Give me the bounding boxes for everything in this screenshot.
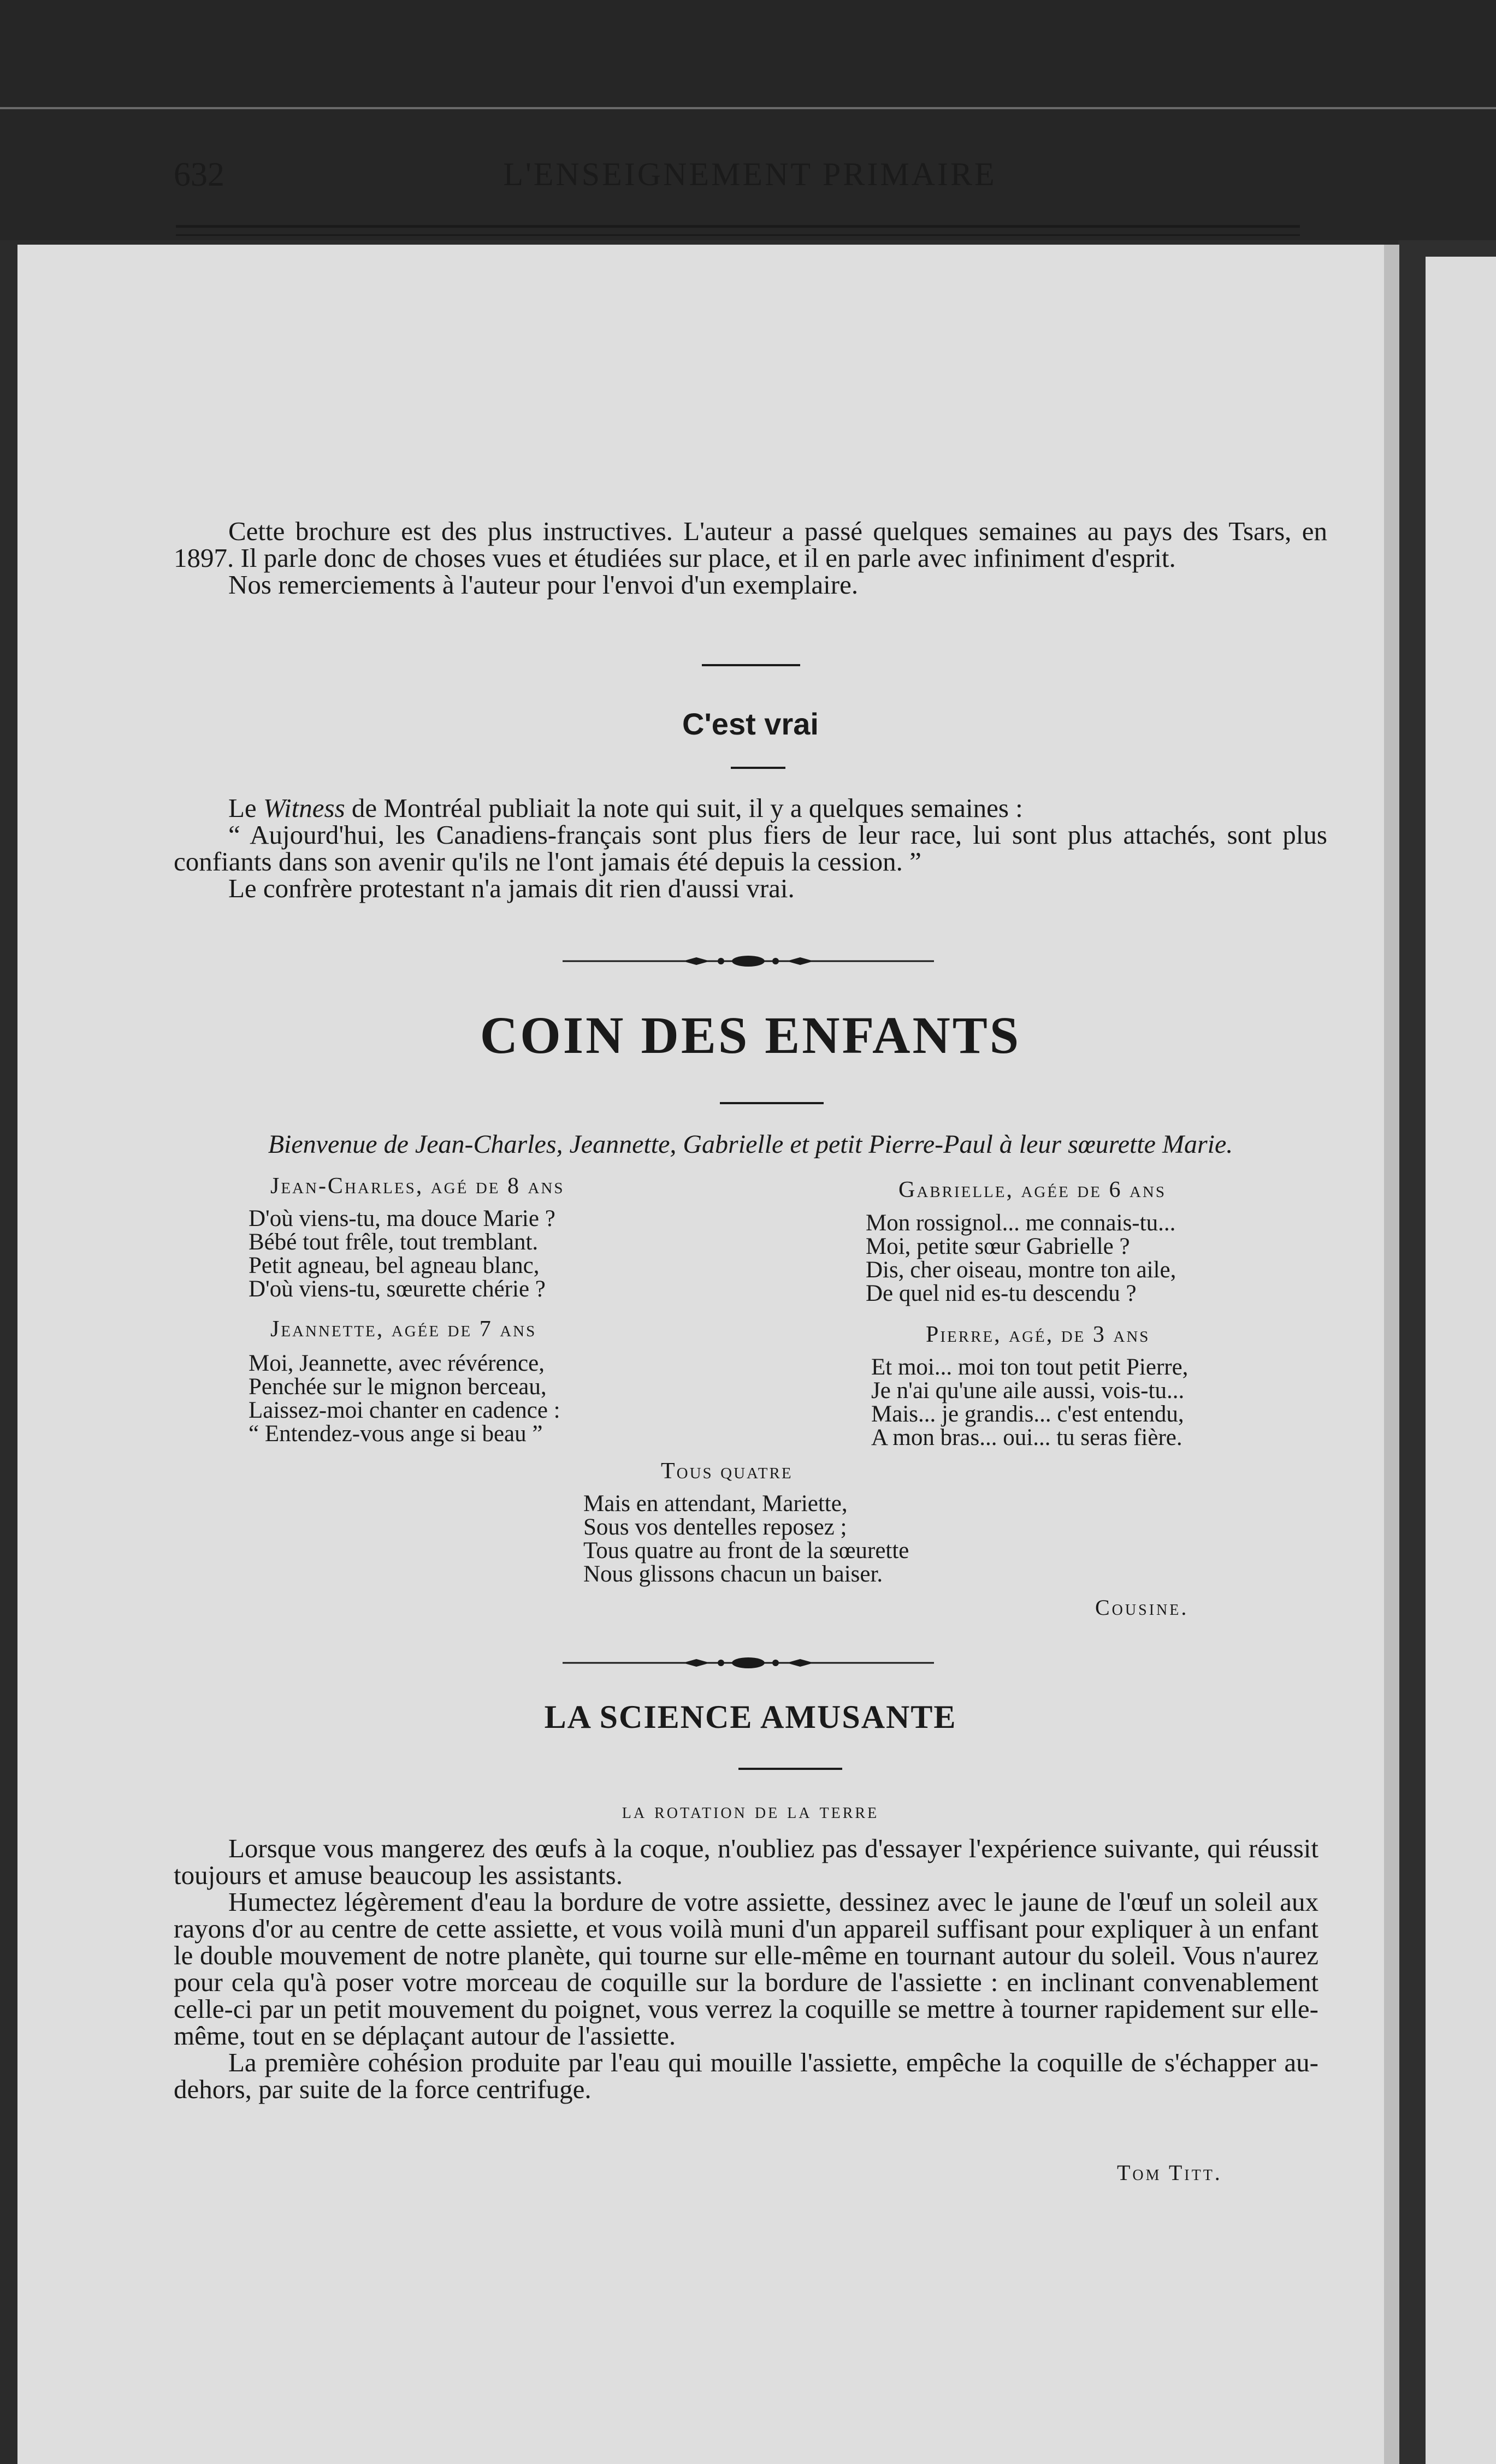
- poem-verse-jeannette: Moi, Jeannette, avec révérence, Penchée sur le mignon berceau, Laissez-moi chanter en cadence : “ Entendez-vous ange si beau ”: [249, 1351, 560, 1447]
- cest-vrai-section: [174, 795, 1327, 902]
- title-underline: [720, 1102, 824, 1104]
- header-double-rule: [176, 225, 1300, 236]
- poem-heading-tous-quatre: Tous quatre: [661, 1459, 793, 1484]
- poem-verse-tous-quatre: Mais en attendant, Mariette, Sous vos dentelles reposez ; Tous quatre au front de la sœurette Nous glissons chacun un baiser.: [583, 1491, 909, 1587]
- poem-heading-jeannette: Jeannette, agée de 7 ans: [270, 1317, 537, 1342]
- poem-heading-pierre: Pierre, agé, de 3 ans: [926, 1322, 1150, 1347]
- article-subtitle: la rotation de la terre: [622, 1798, 879, 1823]
- scanner-edge-line: [0, 107, 1496, 109]
- poem-heading-jean-charles: Jean-Charles, agé de 8 ans: [270, 1174, 565, 1199]
- poem-signature: Cousine.: [1095, 1595, 1189, 1620]
- ornamental-divider: [563, 1652, 934, 1674]
- science-paragraph-1: Lorsque vous mangerez des œufs à la coque, n'oubliez pas d'essayer l'expérience suivante, qui réussit toujours et amuse beaucoup les assistants.: [174, 1833, 1318, 1890]
- publication-name: Witness: [263, 793, 345, 823]
- running-title: L'ENSEIGNEMENT PRIMAIRE: [503, 156, 997, 192]
- adjacent-page-edge: [1426, 257, 1496, 2464]
- science-paragraph-2: Humectez légèrement d'eau la bordure de votre assiette, dessinez avec le jaune de l'œuf un soleil aux rayons d'or au centre de cette assiette, et vous voilà muni d'un appareil suffisant pour expliquer à un enfant le double mouvement de notre planète, qui tourne sur elle-même en tournant autour du soleil. Vous n'aurez pour cela qu'à poser votre morceau de coquille sur la bordure de l'assiette : en inclinant convenablement celle-ci par un petit mouvement du poignet, vous verrez la coquille se mettre à tourner rapidement sur elle-même, tout en se déplaçant autour de l'assiette.: [174, 1887, 1318, 2051]
- poem-verse-pierre: Et moi... moi ton tout petit Pierre, Je n'ai qu'une aile aussi, vois-tu... Mais... je grandis... c'est entendu, A mon bras... oui... tu seras fière.: [871, 1354, 1188, 1450]
- poem-verse-jean-charles: D'où viens-tu, ma douce Marie ? Bébé tout frêle, tout tremblant. Petit agneau, bel agneau blanc, D'où viens-tu, sœurette chérie ?: [249, 1206, 555, 1302]
- section-title-coin-des-enfants: COIN DES ENFANTS: [480, 1006, 1021, 1064]
- poem-verse-gabrielle: Mon rossignol... me connais-tu... Moi, petite sœur Gabrielle ? Dis, cher oiseau, montre ton aile, De quel nid es-tu descendu ?: [866, 1210, 1176, 1306]
- page-header: [174, 156, 1326, 205]
- intro-section: [174, 518, 1327, 598]
- cest-vrai-paragraph-3: Le confrère protestant n'a jamais dit rien d'aussi vrai.: [228, 873, 795, 903]
- text-run: Le: [228, 793, 263, 823]
- title-underline: [738, 1768, 842, 1770]
- intro-paragraph-1: Cette brochure est des plus instructives. L'auteur a passé quelques semaines au pays des Tsars, en 1897. Il parle donc de choses vues et étudiées sur place, et il en parle avec infiniment d'esprit.: [174, 516, 1327, 573]
- page-number: 632: [174, 156, 224, 193]
- section-divider: [702, 664, 800, 666]
- cest-vrai-paragraph-1: [174, 795, 1327, 821]
- science-section: [174, 1835, 1318, 2102]
- poem-dedication: Bienvenue de Jean-Charles, Jeannette, Gabrielle et petit Pierre-Paul à leur sœurette Marie.: [268, 1130, 1233, 1159]
- page-gutter-shadow: [1384, 245, 1399, 2464]
- text-run: de Montréal publiait la note qui suit, il y a quelques semaines :: [345, 793, 1023, 823]
- cest-vrai-quote: “ Aujourd'hui, les Canadiens-français sont plus fiers de leur race, lui sont plus attachés, sont plus confiants dans son avenir qu'ils ne l'ont jamais été depuis la cession. ”: [174, 820, 1327, 876]
- intro-paragraph-2: Nos remerciements à l'auteur pour l'envoi d'un exemplaire.: [228, 570, 859, 600]
- ornamental-divider: [563, 950, 934, 972]
- section-title-cest-vrai: C'est vrai: [682, 707, 819, 741]
- section-title-science-amusante: LA SCIENCE AMUSANTE: [544, 1699, 957, 1735]
- title-underline: [731, 767, 785, 769]
- science-paragraph-3: La première cohésion produite par l'eau qui mouille l'assiette, empêche la coquille de s'échapper au-dehors, par suite de la force centrifuge.: [174, 2047, 1318, 2104]
- article-signature: Tom Titt.: [1117, 2160, 1222, 2185]
- poem-heading-gabrielle: Gabrielle, agée de 6 ans: [898, 1177, 1166, 1203]
